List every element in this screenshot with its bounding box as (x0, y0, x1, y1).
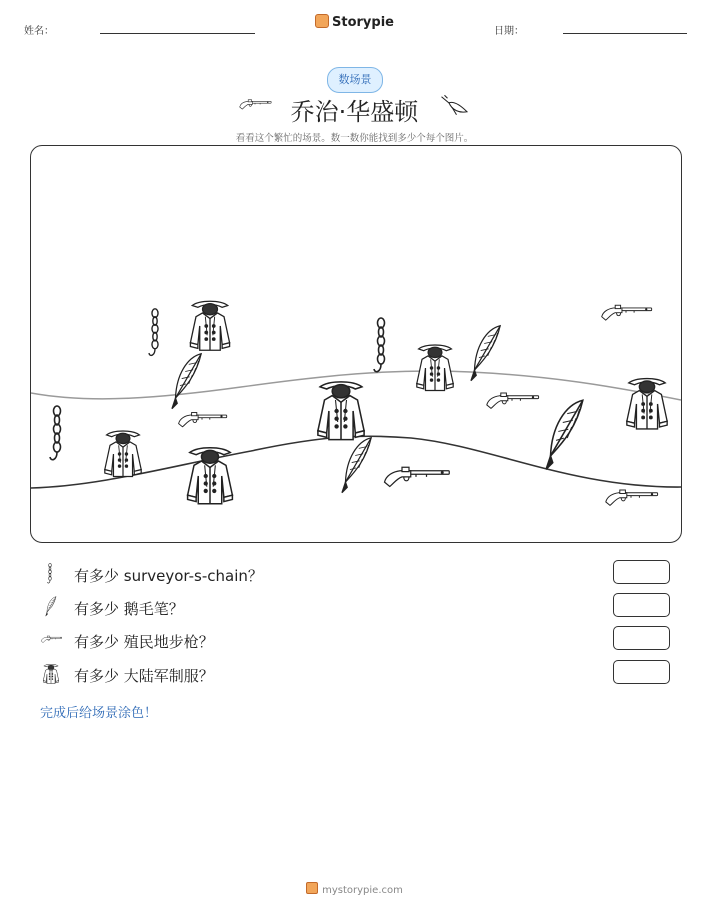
scene-musket-icon[interactable] (603, 486, 659, 508)
footer-site (0, 882, 709, 896)
scene-uniform-icon[interactable] (411, 342, 459, 394)
title-plow-icon (440, 92, 470, 118)
question-text: 有多少 大陆军制服？ (74, 667, 214, 685)
scene-chain-icon[interactable] (146, 308, 164, 360)
question-text: 有多少 殖民地步枪？ (74, 633, 214, 651)
scene-quill-icon[interactable] (164, 352, 210, 414)
scene-uniform-icon[interactable] (183, 444, 237, 508)
scene-musket-icon[interactable] (484, 389, 540, 411)
scene-musket-icon[interactable] (381, 462, 451, 490)
activity-badge: 数场景 (327, 67, 383, 93)
storypie-logo-icon (306, 882, 318, 894)
answer-box-quill[interactable] (613, 593, 670, 617)
date-label: 日期： (494, 26, 524, 37)
counting-scene (30, 145, 682, 543)
name-label: 姓名： (24, 26, 54, 37)
scene-uniform-icon[interactable] (185, 298, 235, 354)
scene-uniform-icon[interactable] (99, 428, 147, 480)
question-text: 有多少 鹅毛笔？ (74, 600, 184, 618)
answer-box-chain[interactable] (613, 560, 670, 584)
color-instruction: 完成后给场景涂色！ (40, 706, 158, 721)
scene-chain-icon[interactable] (371, 309, 391, 385)
scene-musket-icon[interactable] (599, 301, 653, 323)
scene-chain-icon[interactable] (47, 400, 67, 470)
scene-uniform-icon[interactable] (313, 378, 369, 444)
instructions: 看看这个繁忙的场景。数一数你能找到多少个每个图片。 (235, 133, 474, 144)
answer-box-uniform[interactable] (613, 660, 670, 684)
chain-icon (40, 563, 62, 585)
name-line[interactable] (100, 33, 255, 34)
brand-logo (0, 14, 709, 30)
date-line[interactable] (563, 33, 687, 34)
scene-uniform-icon[interactable] (623, 374, 671, 434)
scene-musket-icon[interactable] (176, 408, 228, 430)
uniform-icon (40, 663, 62, 685)
storypie-logo-icon (315, 14, 329, 28)
page-title: 乔治·华盛顿 (290, 98, 419, 126)
question-text: 有多少 surveyor-s-chain？ (74, 567, 263, 585)
scene-quill-icon[interactable] (331, 436, 383, 498)
footer-url: mystorypie.com (322, 885, 403, 896)
scene-quill-icon[interactable] (533, 398, 597, 476)
quill-icon (40, 596, 62, 618)
musket-icon (40, 629, 62, 651)
brand-text: Storypie (332, 15, 394, 30)
answer-box-musket[interactable] (613, 626, 670, 650)
scene-quill-icon[interactable] (461, 324, 511, 386)
